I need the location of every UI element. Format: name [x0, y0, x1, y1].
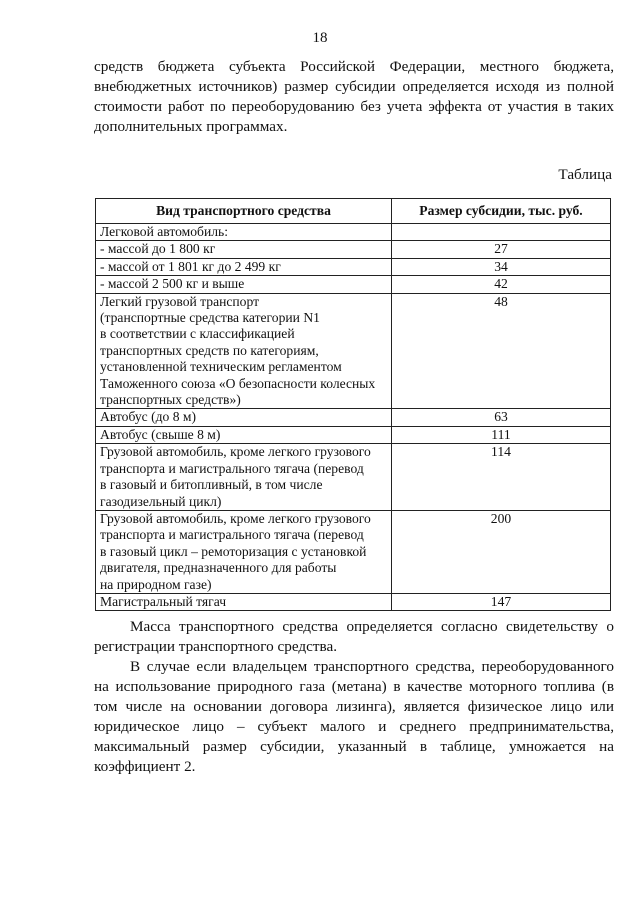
table-row: [96, 510, 611, 593]
column-header-vehicle-type: Вид транспортного средства: [96, 199, 392, 224]
mass-paragraph: Масса транспортного средства определяется согласно свидетельству о регистрации транспортного средства.: [94, 618, 614, 655]
vehicle-type-line: Магистральный тягач: [100, 593, 227, 609]
vehicle-type-line: установленной техническим регламентом: [100, 359, 342, 375]
table-row: [96, 224, 611, 241]
page-number: 18: [312, 30, 328, 46]
vehicle-type-cell: [96, 593, 392, 610]
vehicle-type-cell: [96, 510, 392, 593]
subsidy-value-cell: 42: [392, 276, 611, 293]
vehicle-type-line: транспортных средств по категориям,: [100, 342, 319, 358]
vehicle-type-line: Легковой автомобиль:: [100, 224, 229, 239]
subsidy-value-cell: 48: [392, 293, 611, 409]
subsidy-value-cell: [392, 224, 611, 241]
vehicle-type-line: (транспортные средства категории N1: [100, 310, 320, 326]
subsidy-table: [95, 198, 611, 611]
vehicle-type-cell: [96, 258, 392, 275]
table-header-row: [96, 199, 611, 224]
vehicle-type-line: газодизельный цикл): [100, 493, 222, 509]
column-header-subsidy-amount: Размер субсидии, тыс. руб.: [392, 199, 611, 224]
table-row: [96, 593, 611, 610]
vehicle-type-cell: [96, 444, 392, 511]
vehicle-type-line: Таможенного союза «О безопасности колесных: [100, 375, 376, 391]
vehicle-type-line: Грузовой автомобиль, кроме легкого грузового: [100, 510, 371, 526]
subsidy-value-cell: 200: [392, 510, 611, 593]
intro-paragraph: средств бюджета субъекта Российской Федерации, местного бюджета, внебюджетных источников) размер субсидии определяется исходя из полной стоимости работ по переоборудованию без учета эффекта от участия в таких дополнительных программах.: [94, 58, 614, 135]
table-row: [96, 276, 611, 293]
table-row: [96, 426, 611, 443]
vehicle-type-line: - массой от 1 801 кг до 2 499 кг: [100, 258, 281, 274]
vehicle-type-line: транспортных средств»): [100, 392, 241, 408]
vehicle-type-line: в газовый и битопливный, в том числе: [100, 477, 323, 493]
vehicle-type-cell: [96, 293, 392, 409]
table-row: [96, 293, 611, 409]
table-row: [96, 444, 611, 511]
vehicle-type-cell: [96, 426, 392, 443]
vehicle-type-line: на природном газе): [100, 576, 212, 592]
table-row: [96, 258, 611, 275]
subsidy-value-cell: 111: [392, 426, 611, 443]
subsidy-value-cell: 63: [392, 409, 611, 426]
table-row: [96, 241, 611, 258]
table-caption: Таблица: [558, 166, 612, 183]
subsidy-value-cell: 34: [392, 258, 611, 275]
vehicle-type-line: - массой 2 500 кг и выше: [100, 276, 245, 292]
vehicle-type-line: - массой до 1 800 кг: [100, 241, 216, 257]
vehicle-type-cell: [96, 241, 392, 258]
vehicle-type-line: Легкий грузовой транспорт: [100, 293, 260, 309]
vehicle-type-line: Автобус (до 8 м): [100, 409, 197, 425]
vehicle-type-line: транспорта и магистрального тягача (перевод: [100, 527, 364, 543]
vehicle-type-line: двигателя, предназначенного для работы: [100, 560, 337, 576]
subsidy-value-cell: 147: [392, 593, 611, 610]
vehicle-type-line: в соответствии с классификацией: [100, 326, 295, 342]
vehicle-type-cell: [96, 224, 392, 241]
vehicle-type-line: транспорта и магистрального тягача (перевод: [100, 460, 364, 476]
vehicle-type-line: Грузовой автомобиль, кроме легкого грузового: [100, 444, 371, 460]
vehicle-type-cell: [96, 276, 392, 293]
table-row: [96, 409, 611, 426]
case-paragraph: В случае если владельцем транспортного средства, переоборудованного на использование природного газа (метана) в качестве моторного топлива (в том числе на основании договора лизинга), является физическое лицо или юридическое лицо – субъект малого и среднего предпринимательства, максимальный размер субсидии, указанный в таблице, умножается на коэффициент 2.: [94, 658, 614, 775]
subsidy-value-cell: 27: [392, 241, 611, 258]
subsidy-value-cell: 114: [392, 444, 611, 511]
vehicle-type-line: Автобус (свыше 8 м): [100, 426, 221, 442]
vehicle-type-cell: [96, 409, 392, 426]
vehicle-type-line: в газовый цикл – ремоторизация с установкой: [100, 543, 367, 559]
